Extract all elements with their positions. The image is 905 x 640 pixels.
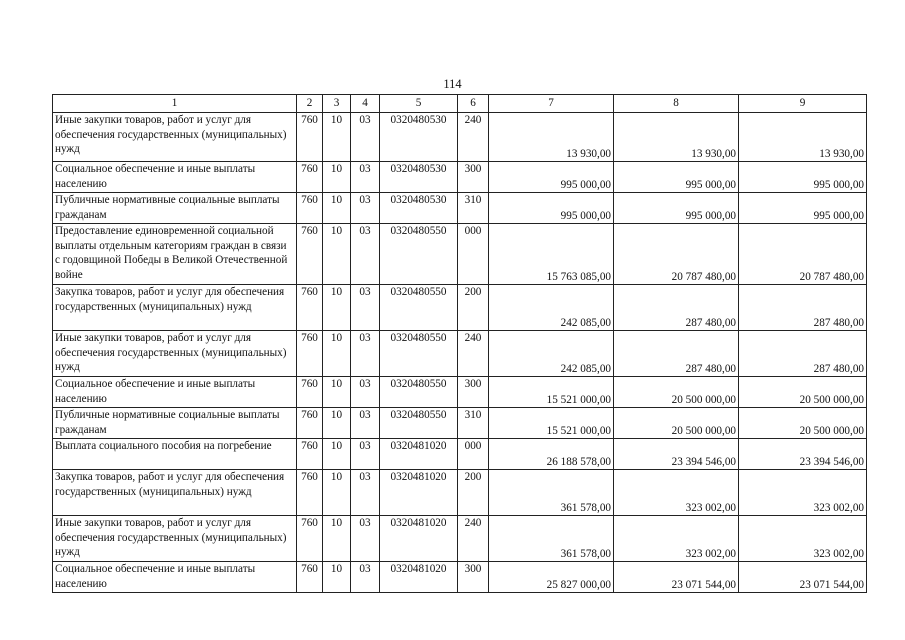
section-code: 10 (323, 377, 351, 408)
item-name: Публичные нормативные социальные выплаты гражданам (53, 193, 297, 224)
section-code: 10 (323, 193, 351, 224)
table-row (53, 162, 867, 193)
expense-type-code: 240 (458, 331, 489, 377)
amount-col-7: 995 000,00 (489, 193, 614, 224)
amount-col-8: 995 000,00 (614, 193, 739, 224)
amount-col-9: 13 930,00 (739, 113, 867, 162)
column-header-8: 8 (614, 95, 739, 113)
item-name: Иные закупки товаров, работ и услуг для обеспечения государственных (муниципальных) нужд (53, 516, 297, 562)
amount-col-7: 361 578,00 (489, 516, 614, 562)
target-article-code: 0320480550 (380, 377, 458, 408)
table-row (53, 516, 867, 562)
budget-table (52, 94, 867, 593)
amount-col-9: 20 500 000,00 (739, 408, 867, 439)
admin-code: 760 (297, 562, 323, 593)
page-number: 114 (443, 77, 462, 91)
target-article-code: 0320481020 (380, 439, 458, 470)
subsection-code: 03 (351, 193, 380, 224)
item-name: Иные закупки товаров, работ и услуг для обеспечения государственных (муниципальных) нужд (53, 331, 297, 377)
admin-code: 760 (297, 516, 323, 562)
admin-code: 760 (297, 470, 323, 516)
amount-col-9: 23 394 546,00 (739, 439, 867, 470)
expense-type-code: 300 (458, 377, 489, 408)
item-name: Социальное обеспечение и иные выплаты населению (53, 162, 297, 193)
amount-col-7: 13 930,00 (489, 113, 614, 162)
target-article-code: 0320480530 (380, 193, 458, 224)
section-code: 10 (323, 162, 351, 193)
target-article-code: 0320481020 (380, 562, 458, 593)
table-row (53, 470, 867, 516)
target-article-code: 0320480550 (380, 285, 458, 331)
subsection-code: 03 (351, 113, 380, 162)
expense-type-code: 000 (458, 439, 489, 470)
subsection-code: 03 (351, 470, 380, 516)
item-name: Предоставление единовременной социальной выплаты отдельным категориям граждан в связи с годовщиной Победы в Великой Отечественной войне (53, 224, 297, 285)
subsection-code: 03 (351, 516, 380, 562)
admin-code: 760 (297, 408, 323, 439)
admin-code: 760 (297, 193, 323, 224)
expense-type-code: 000 (458, 224, 489, 285)
subsection-code: 03 (351, 331, 380, 377)
expense-type-code: 300 (458, 162, 489, 193)
item-name: Выплата социального пособия на погребение (53, 439, 297, 470)
admin-code: 760 (297, 224, 323, 285)
column-header-4: 4 (351, 95, 380, 113)
subsection-code: 03 (351, 224, 380, 285)
column-header-7: 7 (489, 95, 614, 113)
amount-col-7: 26 188 578,00 (489, 439, 614, 470)
amount-col-7: 15 521 000,00 (489, 408, 614, 439)
column-header-3: 3 (323, 95, 351, 113)
target-article-code: 0320480530 (380, 113, 458, 162)
amount-col-9: 23 071 544,00 (739, 562, 867, 593)
amount-col-9: 287 480,00 (739, 331, 867, 377)
amount-col-8: 995 000,00 (614, 162, 739, 193)
table-row (53, 224, 867, 285)
target-article-code: 0320480550 (380, 331, 458, 377)
expense-type-code: 200 (458, 285, 489, 331)
amount-col-7: 25 827 000,00 (489, 562, 614, 593)
section-code: 10 (323, 516, 351, 562)
target-article-code: 0320480530 (380, 162, 458, 193)
subsection-code: 03 (351, 439, 380, 470)
subsection-code: 03 (351, 162, 380, 193)
admin-code: 760 (297, 439, 323, 470)
section-code: 10 (323, 470, 351, 516)
amount-col-8: 23 071 544,00 (614, 562, 739, 593)
admin-code: 760 (297, 162, 323, 193)
amount-col-9: 323 002,00 (739, 470, 867, 516)
target-article-code: 0320480550 (380, 408, 458, 439)
amount-col-7: 242 085,00 (489, 285, 614, 331)
amount-col-7: 15 521 000,00 (489, 377, 614, 408)
amount-col-7: 242 085,00 (489, 331, 614, 377)
amount-col-8: 20 500 000,00 (614, 408, 739, 439)
table-row (53, 193, 867, 224)
item-name: Иные закупки товаров, работ и услуг для обеспечения государственных (муниципальных) нужд (53, 113, 297, 162)
amount-col-7: 361 578,00 (489, 470, 614, 516)
amount-col-9: 995 000,00 (739, 193, 867, 224)
amount-col-9: 20 787 480,00 (739, 224, 867, 285)
admin-code: 760 (297, 331, 323, 377)
target-article-code: 0320480550 (380, 224, 458, 285)
table-row (53, 113, 867, 162)
amount-col-8: 287 480,00 (614, 285, 739, 331)
target-article-code: 0320481020 (380, 470, 458, 516)
section-code: 10 (323, 408, 351, 439)
amount-col-8: 287 480,00 (614, 331, 739, 377)
column-header-1: 1 (53, 95, 297, 113)
expense-type-code: 310 (458, 193, 489, 224)
expense-type-code: 300 (458, 562, 489, 593)
amount-col-7: 15 763 085,00 (489, 224, 614, 285)
column-header-9: 9 (739, 95, 867, 113)
column-header-2: 2 (297, 95, 323, 113)
amount-col-9: 995 000,00 (739, 162, 867, 193)
expense-type-code: 240 (458, 516, 489, 562)
amount-col-7: 995 000,00 (489, 162, 614, 193)
amount-col-8: 20 500 000,00 (614, 377, 739, 408)
section-code: 10 (323, 224, 351, 285)
column-header-6: 6 (458, 95, 489, 113)
section-code: 10 (323, 562, 351, 593)
table-row (53, 285, 867, 331)
column-header-5: 5 (380, 95, 458, 113)
table-row (53, 331, 867, 377)
item-name: Публичные нормативные социальные выплаты гражданам (53, 408, 297, 439)
expense-type-code: 200 (458, 470, 489, 516)
subsection-code: 03 (351, 285, 380, 331)
amount-col-8: 323 002,00 (614, 470, 739, 516)
amount-col-9: 20 500 000,00 (739, 377, 867, 408)
admin-code: 760 (297, 377, 323, 408)
expense-type-code: 240 (458, 113, 489, 162)
amount-col-8: 23 394 546,00 (614, 439, 739, 470)
section-code: 10 (323, 285, 351, 331)
table-row (53, 408, 867, 439)
table-row (53, 377, 867, 408)
target-article-code: 0320481020 (380, 516, 458, 562)
section-code: 10 (323, 439, 351, 470)
amount-col-8: 20 787 480,00 (614, 224, 739, 285)
amount-col-8: 323 002,00 (614, 516, 739, 562)
section-code: 10 (323, 331, 351, 377)
header-row (53, 95, 867, 113)
subsection-code: 03 (351, 377, 380, 408)
amount-col-9: 287 480,00 (739, 285, 867, 331)
subsection-code: 03 (351, 408, 380, 439)
item-name: Социальное обеспечение и иные выплаты населению (53, 562, 297, 593)
subsection-code: 03 (351, 562, 380, 593)
amount-col-9: 323 002,00 (739, 516, 867, 562)
table-row (53, 439, 867, 470)
item-name: Закупка товаров, работ и услуг для обеспечения государственных (муниципальных) нужд (53, 285, 297, 331)
admin-code: 760 (297, 113, 323, 162)
item-name: Закупка товаров, работ и услуг для обеспечения государственных (муниципальных) нужд (53, 470, 297, 516)
table-row (53, 562, 867, 593)
section-code: 10 (323, 113, 351, 162)
amount-col-8: 13 930,00 (614, 113, 739, 162)
expense-type-code: 310 (458, 408, 489, 439)
admin-code: 760 (297, 285, 323, 331)
item-name: Социальное обеспечение и иные выплаты населению (53, 377, 297, 408)
